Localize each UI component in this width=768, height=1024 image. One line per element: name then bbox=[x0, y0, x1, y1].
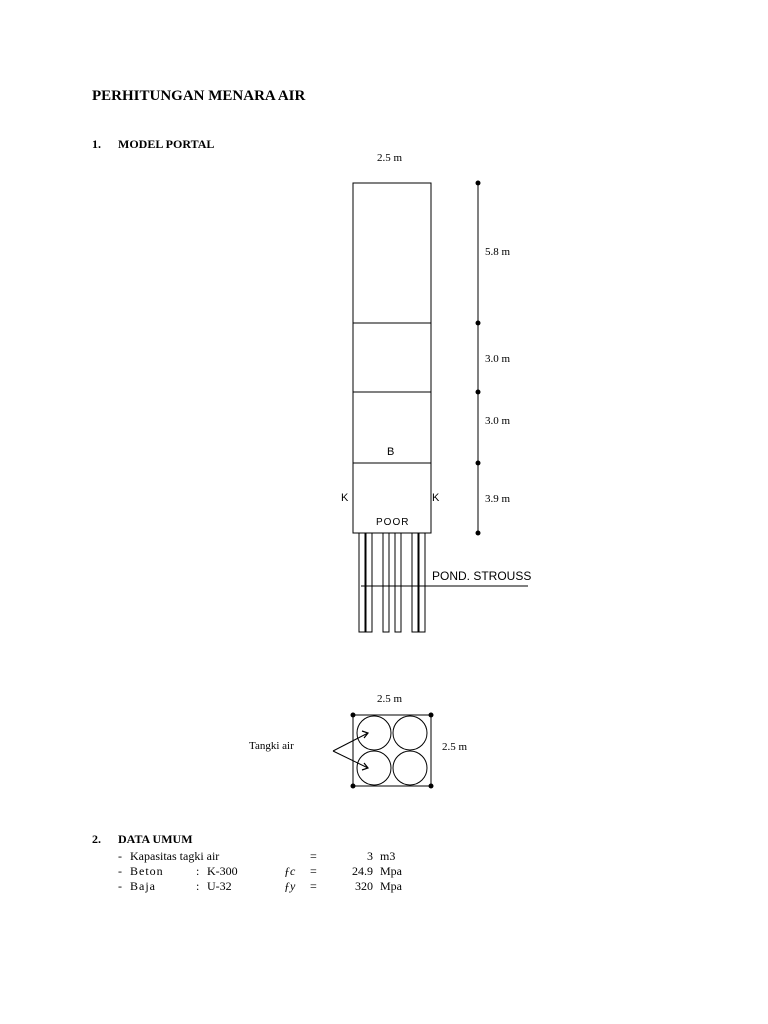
plan-corner-dot bbox=[351, 713, 356, 718]
row-value: 3 bbox=[367, 849, 373, 863]
dimension-dot bbox=[476, 321, 481, 326]
pile bbox=[412, 533, 418, 632]
row-dash: - bbox=[118, 864, 122, 878]
row-symbol: ƒy bbox=[284, 879, 296, 893]
dimension-dot bbox=[476, 181, 481, 186]
tank-label: Tangki air bbox=[249, 740, 294, 752]
water-tank-circle bbox=[393, 716, 427, 750]
section-2-number: 2. bbox=[92, 832, 101, 846]
plan-corner-dot bbox=[429, 784, 434, 789]
plan-top-label: 2.5 m bbox=[377, 693, 403, 705]
section-2-heading bbox=[92, 832, 193, 847]
row-dash: - bbox=[118, 879, 122, 893]
pile bbox=[366, 533, 372, 632]
pile bbox=[383, 533, 389, 632]
row-unit: m3 bbox=[380, 849, 396, 863]
column-right-label: K bbox=[432, 492, 440, 504]
row-spec: K-300 bbox=[207, 864, 238, 878]
row-dash: - bbox=[118, 849, 122, 863]
beam-label: B bbox=[387, 446, 395, 458]
pile-group bbox=[359, 533, 425, 632]
row-name: Kapasitas tagki air bbox=[130, 849, 220, 863]
tank-leader-line bbox=[333, 733, 368, 751]
section-1-label: MODEL PORTAL bbox=[118, 137, 215, 151]
height-label-3: 3.0 m bbox=[485, 415, 511, 427]
dimension-dot bbox=[476, 390, 481, 395]
plan-right-label: 2.5 m bbox=[442, 741, 468, 753]
row-separator: : bbox=[196, 864, 200, 878]
column-left-label: K bbox=[341, 492, 349, 504]
tank-leader-line bbox=[333, 751, 368, 768]
water-tank-circle bbox=[393, 751, 427, 785]
row-value: 24.9 bbox=[352, 864, 373, 878]
portal-width-label: 2.5 m bbox=[377, 152, 403, 164]
poor-label: POOR bbox=[376, 517, 410, 528]
page-title: PERHITUNGAN MENARA AIR bbox=[92, 88, 306, 104]
row-separator: : bbox=[196, 879, 200, 893]
pile bbox=[419, 533, 425, 632]
row-unit: Mpa bbox=[380, 864, 402, 878]
section-2-label: DATA UMUM bbox=[118, 832, 193, 846]
row-symbol: ƒc bbox=[284, 864, 296, 878]
dimension-dot bbox=[476, 531, 481, 536]
tower-frame bbox=[353, 183, 431, 533]
plan-corner-dot bbox=[429, 713, 434, 718]
water-tank-circle bbox=[357, 716, 391, 750]
pile bbox=[359, 533, 365, 632]
row-value: 320 bbox=[355, 879, 373, 893]
dimension-dot bbox=[476, 461, 481, 466]
row-name: Beton bbox=[130, 864, 164, 878]
height-label-2: 3.0 m bbox=[485, 353, 511, 365]
row-equals: = bbox=[310, 849, 317, 863]
row-equals: = bbox=[310, 879, 317, 893]
pile-label: POND. STROUSS bbox=[432, 569, 532, 583]
row-name: Baja bbox=[130, 879, 156, 893]
row-spec: U-32 bbox=[207, 879, 232, 893]
plan-frame bbox=[353, 715, 431, 786]
pile bbox=[395, 533, 401, 632]
row-unit: Mpa bbox=[380, 879, 402, 893]
height-label-1: 5.8 m bbox=[485, 246, 511, 258]
height-label-4: 3.9 m bbox=[485, 493, 511, 505]
water-tank-circle bbox=[357, 751, 391, 785]
plan-corner-dot bbox=[351, 784, 356, 789]
section-1-number: 1. bbox=[92, 137, 101, 151]
row-equals: = bbox=[310, 864, 317, 878]
